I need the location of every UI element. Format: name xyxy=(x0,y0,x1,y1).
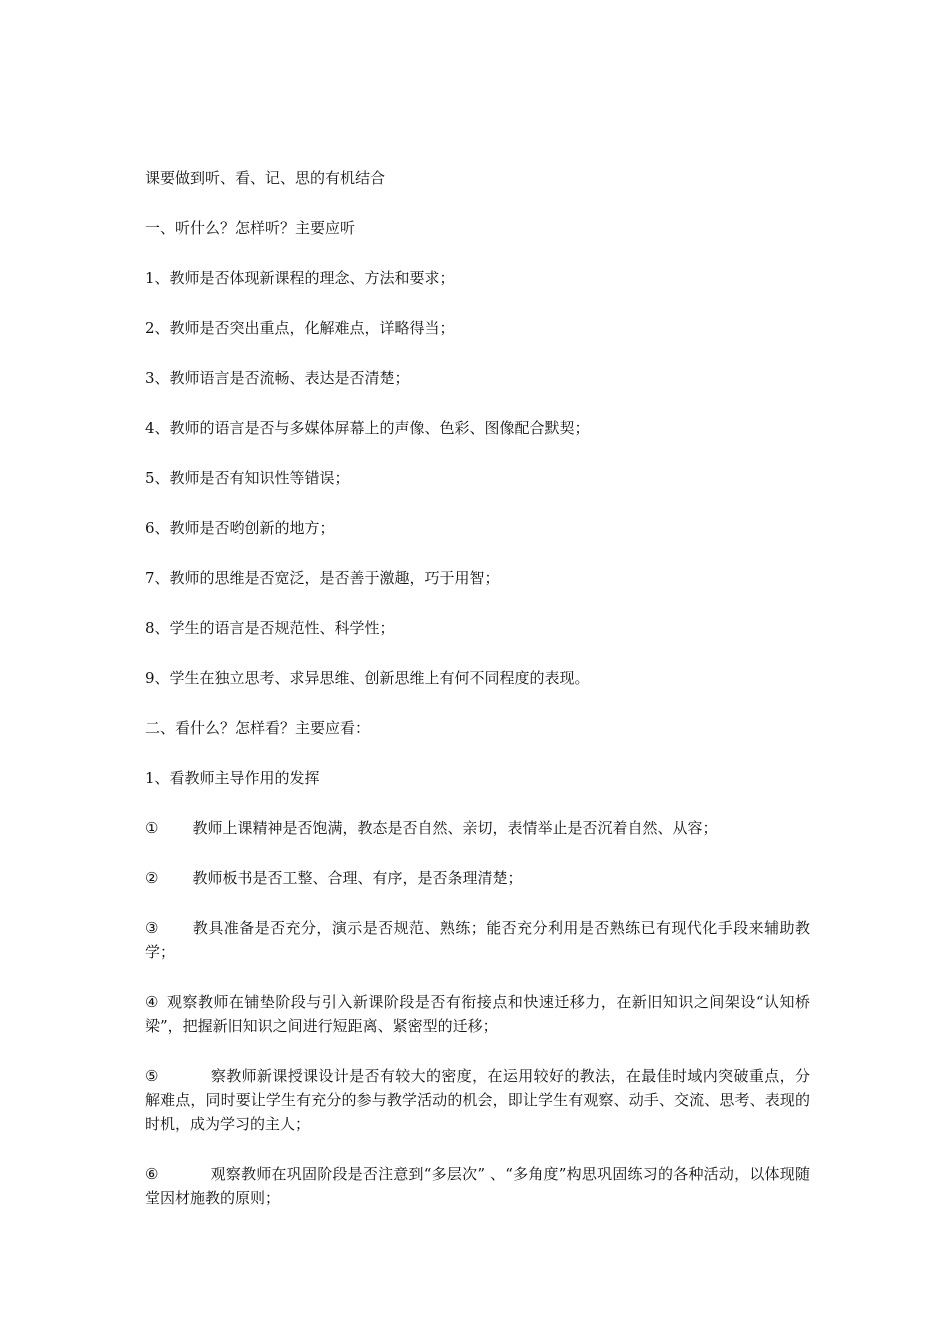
document-title: 课要做到听、看、记、思的有机结合 xyxy=(145,169,386,187)
point-marker: ④ xyxy=(145,993,159,1011)
point-marker: ② xyxy=(145,869,159,887)
listen-item: 1、教师是否体现新课程的理念、方法和要求； xyxy=(145,269,455,287)
listen-item: 8、学生的语言是否规范性、科学性； xyxy=(145,619,395,637)
watch-point xyxy=(145,1064,810,1136)
section-heading-watch: 二、看什么？怎样看？主要应看： xyxy=(145,719,371,737)
point-marker: ① xyxy=(145,819,159,837)
point-text: 察教师新课授课设计是否有较大的密度，在运用较好的教法，在最佳时域内突破重点，分解难点，同时要让学生有充分的参与教学活动的机会，即让学生有观察、动手、交流、思考、表现的时机，成为学习的主人； xyxy=(145,1067,810,1133)
point-text: 观察教师在巩固阶段是否注意到“多层次” 、“多角度”构思巩固练习的各种活动，以体现随堂因材施教的原则； xyxy=(145,1165,810,1207)
point-marker: ③ xyxy=(145,919,159,937)
point-text: 观察教师在铺垫阶段与引入新课阶段是否有衔接点和快速迁移力，在新旧知识之间架设“认知桥梁”，把握新旧知识之间进行短距离、紧密型的迁移； xyxy=(145,993,810,1035)
point-marker: ⑥ xyxy=(145,1165,159,1183)
document-body xyxy=(145,166,810,1236)
listen-item: 9、学生在独立思考、求异思维、创新思维上有何不同程度的表现。 xyxy=(145,669,590,687)
listen-item: 2、教师是否突出重点，化解难点，详略得当； xyxy=(145,319,455,337)
point-text: 教具准备是否充分，演示是否规范、熟练；能否充分利用是否熟练已有现代化手段来辅助教学； xyxy=(145,919,810,961)
listen-item: 3、教师语言是否流畅、表达是否清楚； xyxy=(145,369,410,387)
listen-item: 4、教师的语言是否与多媒体屏幕上的声像、色彩、图像配合默契； xyxy=(145,419,590,437)
watch-point xyxy=(145,916,810,964)
watch-point xyxy=(145,816,810,840)
section-heading-listen: 一、听什么？怎样听？主要应听 xyxy=(145,219,356,237)
watch-point xyxy=(145,1162,810,1210)
listen-item: 7、教师的思维是否宽泛，是否善于激趣，巧于用智； xyxy=(145,569,500,587)
watch-point xyxy=(145,990,810,1038)
watch-point xyxy=(145,866,810,890)
watch-subheading: 1、看教师主导作用的发挥 xyxy=(145,769,320,787)
point-marker: ⑤ xyxy=(145,1067,159,1085)
point-text: 教师上课精神是否饱满，教态是否自然、亲切，表情举止是否沉着自然、从容； xyxy=(192,819,718,837)
listen-item: 5、教师是否有知识性等错误； xyxy=(145,469,350,487)
listen-item: 6、教师是否哟创新的地方； xyxy=(145,519,335,537)
point-text: 教师板书是否工整、合理、有序，是否条理清楚； xyxy=(192,869,523,887)
